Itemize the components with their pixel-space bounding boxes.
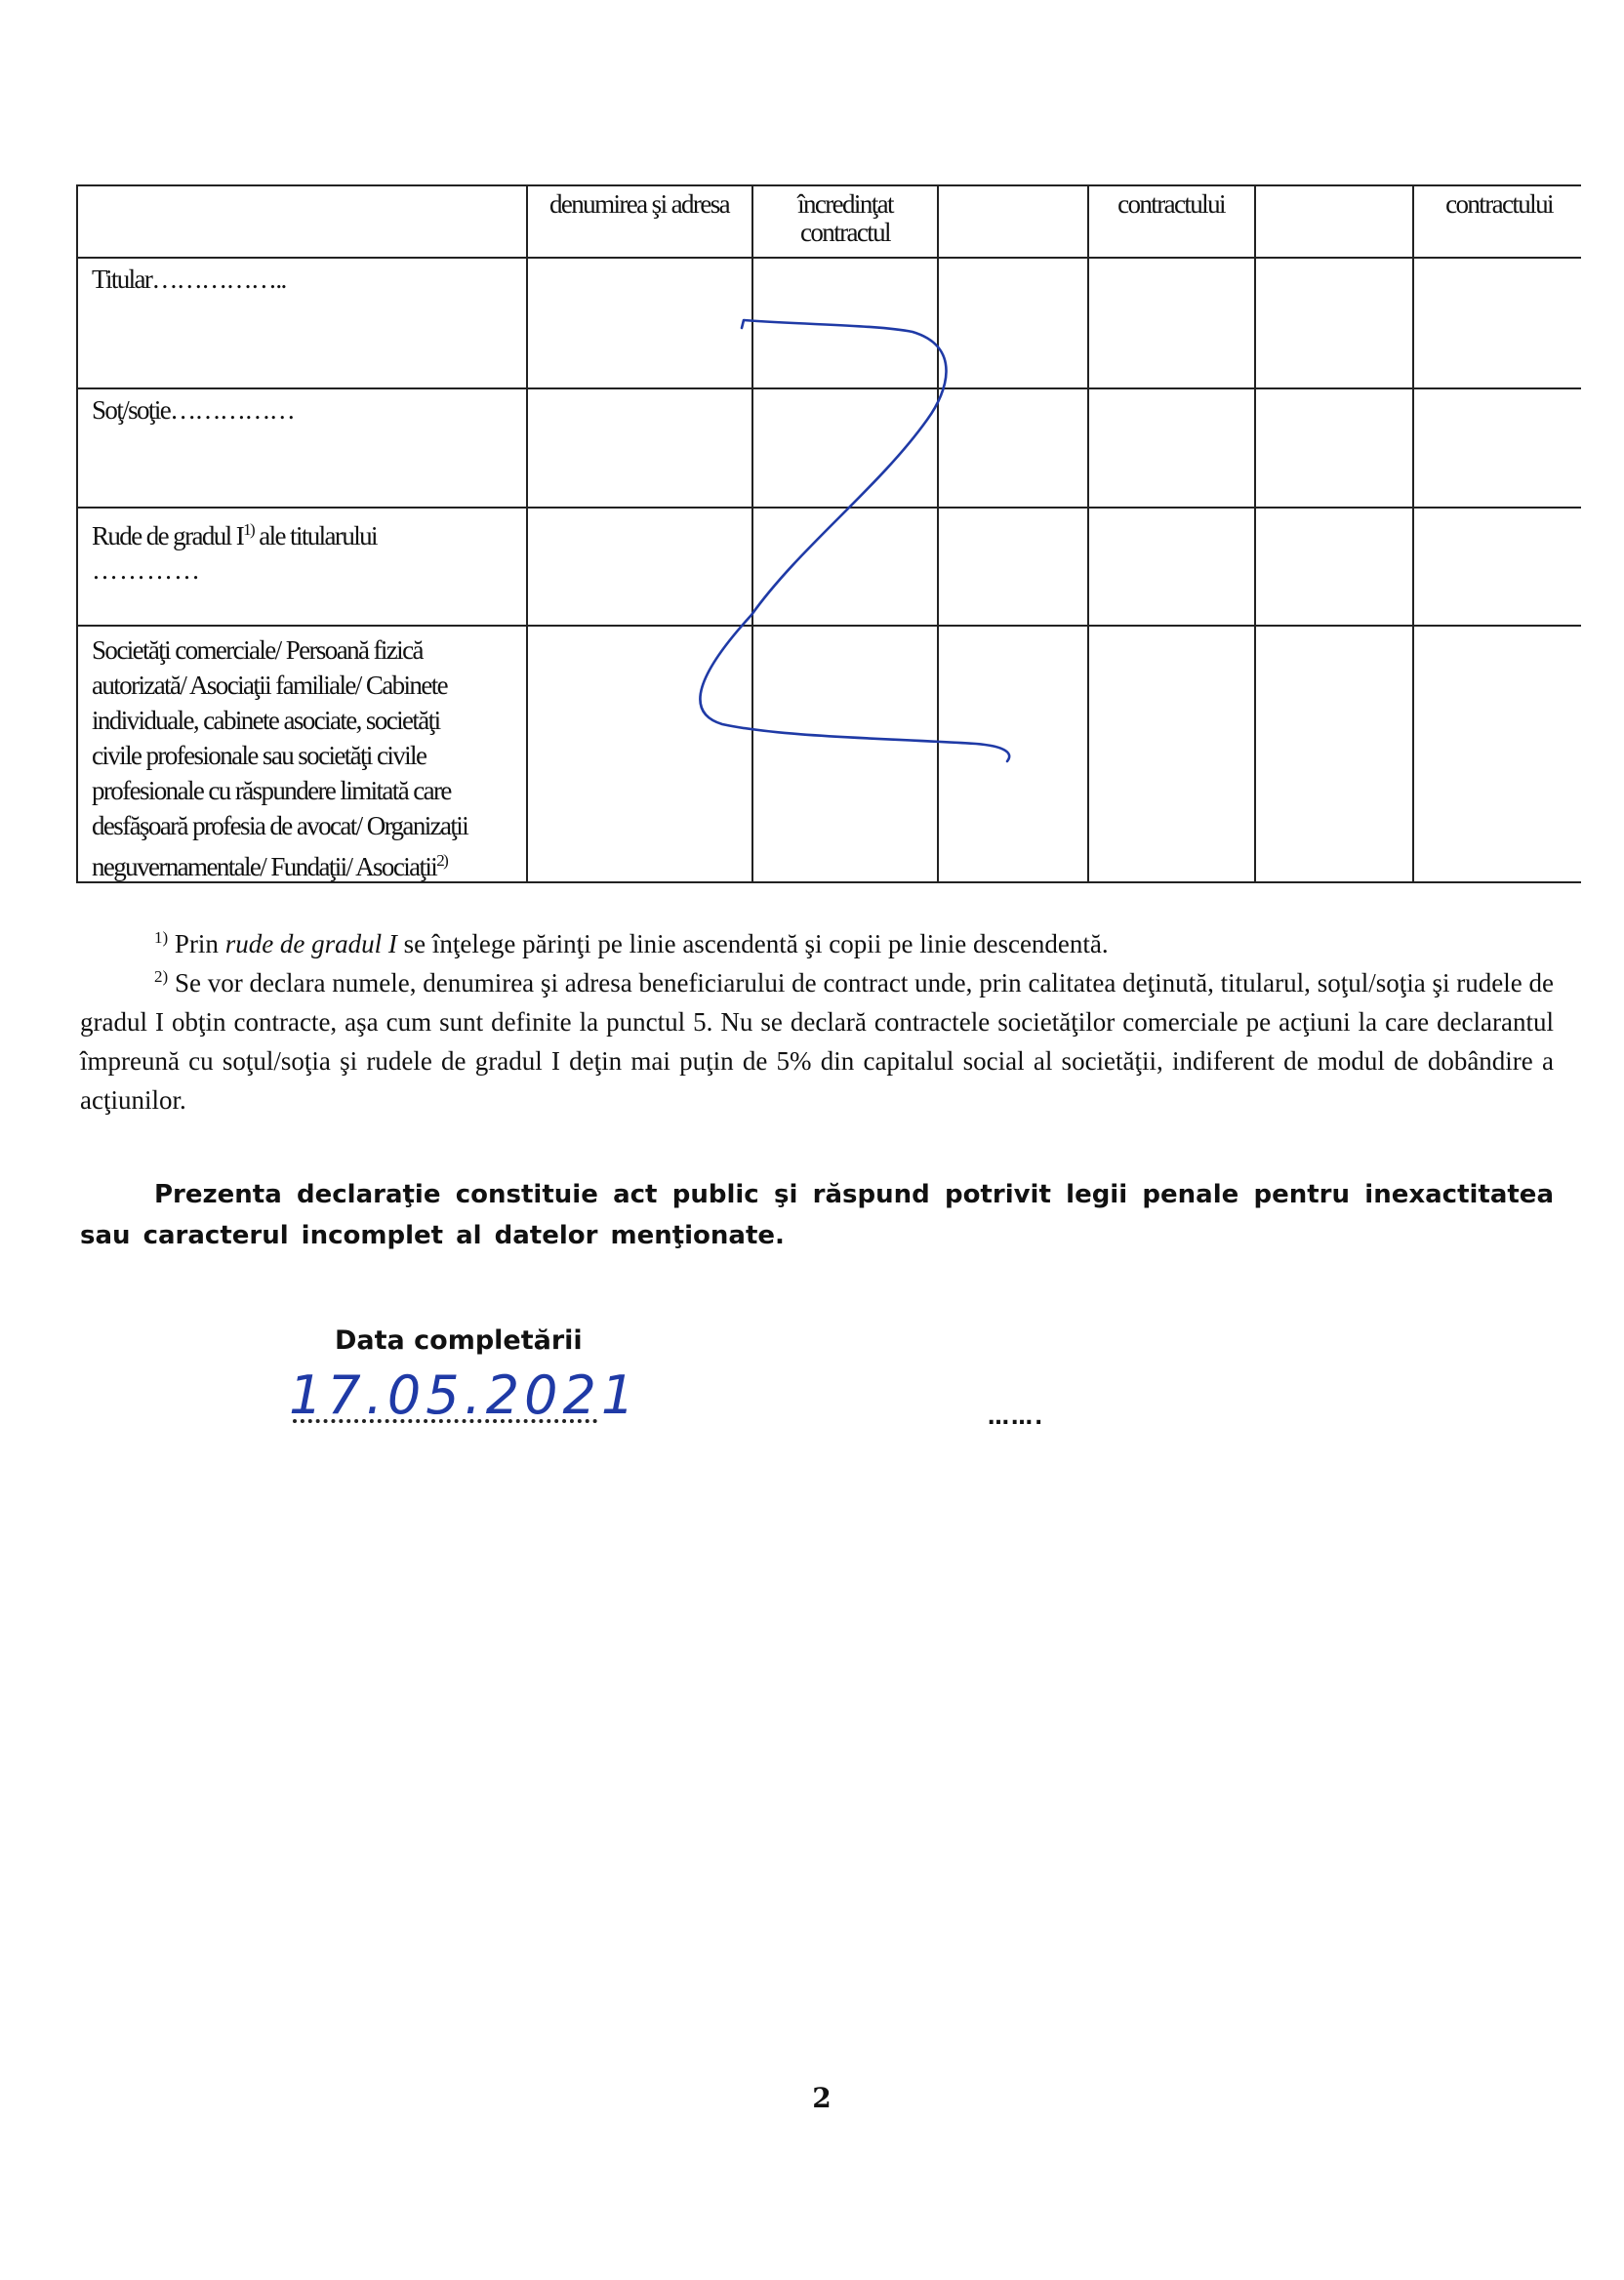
table-row-divider (76, 387, 1581, 389)
header-denumirea-adresa: denumirea şi adresa (548, 189, 729, 219)
societati-line (92, 843, 531, 884)
row-label-sot-sotie: Soţ/soţie…………… (92, 395, 295, 425)
table-col-divider (937, 184, 939, 883)
footnote-1 (80, 924, 1554, 963)
footnote-ref-1: 1) (243, 520, 255, 539)
table-col-divider (751, 184, 753, 883)
contracts-table (0, 0, 1624, 898)
table-col-divider (1254, 184, 1256, 883)
footnote-1-mark: 1) (154, 928, 169, 947)
footnote-1-emphasis: rude de gradul I (224, 929, 397, 958)
page-number: 2 (812, 2082, 832, 2114)
table-col-divider (1412, 184, 1414, 883)
societati-line-last: neguvernamentale/ Fundaţii/ Asociaţii (92, 852, 437, 881)
societati-line: individuale, cabinete asociate, societăţi (92, 706, 440, 735)
societati-line: autorizată/ Asociaţii familiale/ Cabinete (92, 671, 447, 700)
date-label: Data completării (335, 1325, 583, 1356)
table-row-divider (76, 625, 1581, 627)
date-dotted-line (293, 1413, 597, 1423)
footnote-ref-2: 2) (436, 851, 448, 870)
societati-line: Societăţi comerciale/ Persoană fizică (92, 635, 423, 665)
table-border-top (76, 184, 1581, 186)
table-header-divider (76, 257, 1581, 259)
footnote-2-mark: 2) (154, 967, 169, 986)
societati-line: civile profesionale sau societăţi civile (92, 741, 426, 770)
header-contractului: contractului (1117, 189, 1225, 219)
row-label-rude-dots: ………… (92, 555, 201, 585)
row-label-rude (92, 515, 531, 550)
societati-line: profesionale cu răspundere limitată care (92, 776, 451, 805)
table-border-left (76, 184, 78, 883)
row-label-societati (92, 632, 531, 884)
header-incredintat-contractul: încredinţat contractul (797, 189, 893, 247)
table-row-divider (76, 507, 1581, 509)
table-col-divider (1087, 184, 1089, 883)
footnote-1-pre: Prin (168, 929, 225, 958)
footnote-2 (80, 963, 1554, 1120)
rude-label-text: Rude de gradul I (92, 521, 244, 550)
handwritten-date: 17.05.2021 (289, 1364, 640, 1426)
row-label-titular: Titular…………….. (92, 265, 286, 294)
societati-line: desfăşoară profesia de avocat/ Organizaţii (92, 811, 468, 840)
footnote-2-text: Se vor declara numele, denumirea şi adresa beneficiarului de contract unde, prin calitatea deţinută, titularul, soţul/soţia şi rudele de gradul I obţin contracte, aşa cum sunt definite la punctul 5. Nu se declară contractele societăţilor comerciale pe acţiuni la care declarantul împreună cu soţul/soţia şi rudele de gradul I deţin mai puţin de 5% din capitalul social al societăţii, indiferent de modul de dobândire a acţiunilor. (80, 968, 1554, 1115)
footnote-1-post: se înţelege părinţi pe linie ascendentă şi copii pe linie descendentă. (396, 929, 1109, 958)
declaration-statement: Prezenta declaraţie constituie act public şi răspund potrivit legii penale pentru inexactitatea sau caracterul incomplet al datelor menţionate. (80, 1180, 1554, 1250)
header-contractului-2: contractului (1445, 189, 1553, 219)
signature-dots: ……. (988, 1405, 1045, 1430)
z-strike-path (700, 320, 1009, 761)
rude-label-text-end: ale titularului (254, 521, 377, 550)
